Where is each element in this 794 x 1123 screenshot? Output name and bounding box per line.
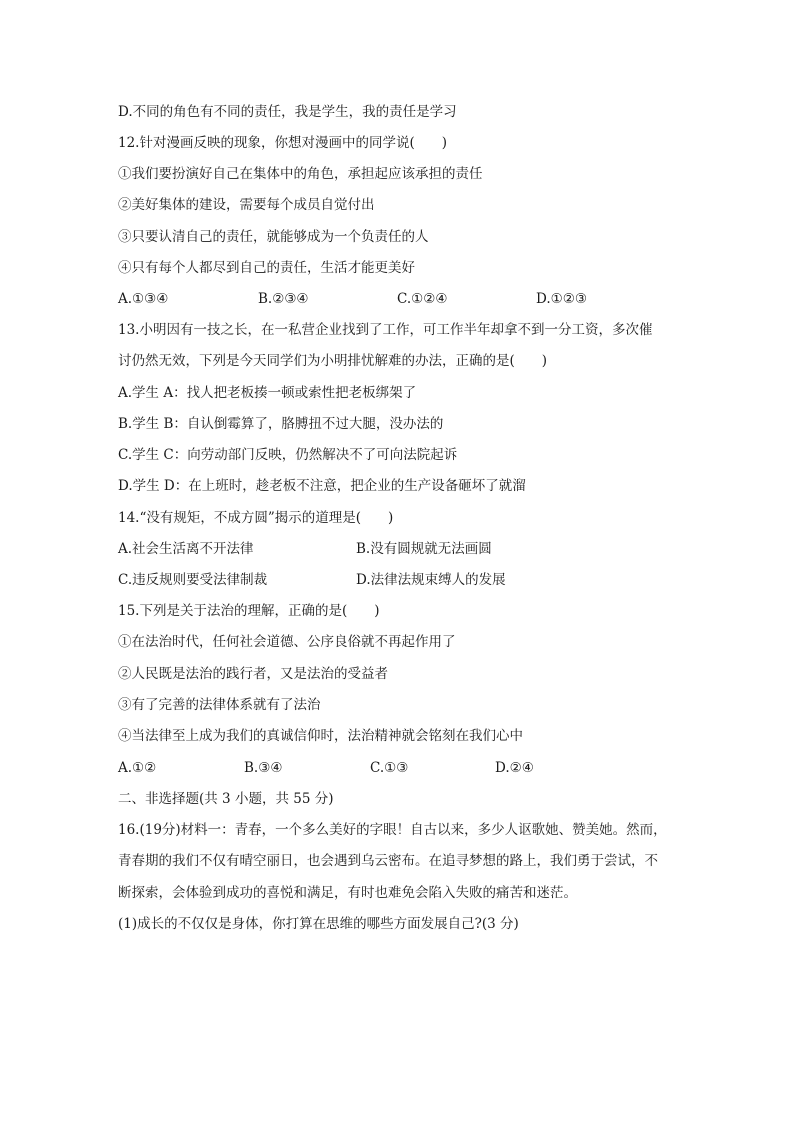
q15-statement-4: ④当法律至上成为我们的真诚信仰时，法治精神就会铭刻在我们心中 bbox=[118, 728, 523, 744]
q15-statement-1: ①在法治时代，任何社会道德、公序良俗就不再起作用了 bbox=[118, 634, 456, 650]
q14-option-a: A.社会生活离不开法律 bbox=[118, 541, 254, 557]
q15-option-a: A.①② bbox=[118, 760, 157, 776]
q13-option-b: B.学生 B：自认倒霉算了，胳膊扭不过大腿，没办法的 bbox=[118, 416, 444, 432]
q13-option-a: A.学生 A：找人把老板揍一顿或索性把老板绑架了 bbox=[118, 385, 417, 401]
q13-option-c: C.学生 C：向劳动部门反映，仍然解决不了可向法院起诉 bbox=[118, 447, 458, 463]
q14-stem: 14.“没有规矩，不成方圆”揭示的道理是( ) bbox=[118, 510, 394, 526]
q12-option-c: C.①②④ bbox=[397, 291, 448, 307]
q15-option-d: D.②④ bbox=[495, 760, 534, 776]
q12-option-b: B.②③④ bbox=[258, 291, 309, 307]
q15-stem: 15.下列是关于法治的理解，正确的是( ) bbox=[118, 603, 380, 619]
q13-option-d: D.学生 D：在上班时，趁老板不注意，把企业的生产设备砸坏了就溜 bbox=[118, 478, 526, 494]
q15-statement-3: ③有了完善的法律体系就有了法治 bbox=[118, 697, 321, 713]
q15-statement-2: ②人民既是法治的践行者，又是法治的受益者 bbox=[118, 666, 388, 682]
q16-material-line-2: 青春期的我们不仅有晴空丽日，也会遇到乌云密布。在追寻梦想的路上，我们勇于尝试，不 bbox=[118, 853, 658, 869]
q15-option-c: C.①③ bbox=[370, 760, 409, 776]
q12-statement-4: ④只有每个人都尽到自己的责任，生活才能更美好 bbox=[118, 260, 415, 276]
q13-stem-line-1: 13.小明因有一技之长，在一私营企业找到了工作，可工作半年却拿不到一分工资，多次催 bbox=[118, 322, 653, 338]
q12-stem: 12.针对漫画反映的现象，你想对漫画中的同学说( ) bbox=[118, 135, 448, 151]
q12-option-d: D.①②③ bbox=[536, 291, 587, 307]
q11-option-d: D.不同的角色有不同的责任，我是学生，我的责任是学习 bbox=[118, 104, 457, 120]
q16-subquestion-1: (1)成长的不仅仅是身体，你打算在思维的哪些方面发展自己?(3 分) bbox=[118, 916, 519, 932]
section-heading: 二、非选择题(共 3 小题，共 55 分) bbox=[118, 791, 334, 807]
q12-statement-3: ③只要认清自己的责任，就能够成为一个负责任的人 bbox=[118, 229, 429, 245]
q16-material-line-3: 断探索，会体验到成功的喜悦和满足，有时也难免会陷入失败的痛苦和迷茫。 bbox=[118, 885, 577, 901]
q14-option-c: C.违反规则要受法律制裁 bbox=[118, 572, 268, 588]
q12-statement-1: ①我们要扮演好自己在集体中的角色，承担起应该承担的责任 bbox=[118, 166, 483, 182]
q12-option-a: A.①③④ bbox=[118, 291, 169, 307]
q13-stem-line-2: 讨仍然无效，下列是今天同学们为小明排忧解难的办法，正确的是( ) bbox=[118, 353, 548, 369]
q14-option-d: D.法律法规束缚人的发展 bbox=[356, 572, 506, 588]
q12-statement-2: ②美好集体的建设，需要每个成员自觉付出 bbox=[118, 197, 375, 213]
q15-option-b: B.③④ bbox=[244, 760, 283, 776]
q14-option-b: B.没有圆规就无法画圆 bbox=[356, 541, 492, 557]
q16-material-line-1: 16.(19分)材料一：青春，一个多么美好的字眼！自古以来，多少人讴歌她、赞美她。然而， bbox=[118, 822, 667, 838]
